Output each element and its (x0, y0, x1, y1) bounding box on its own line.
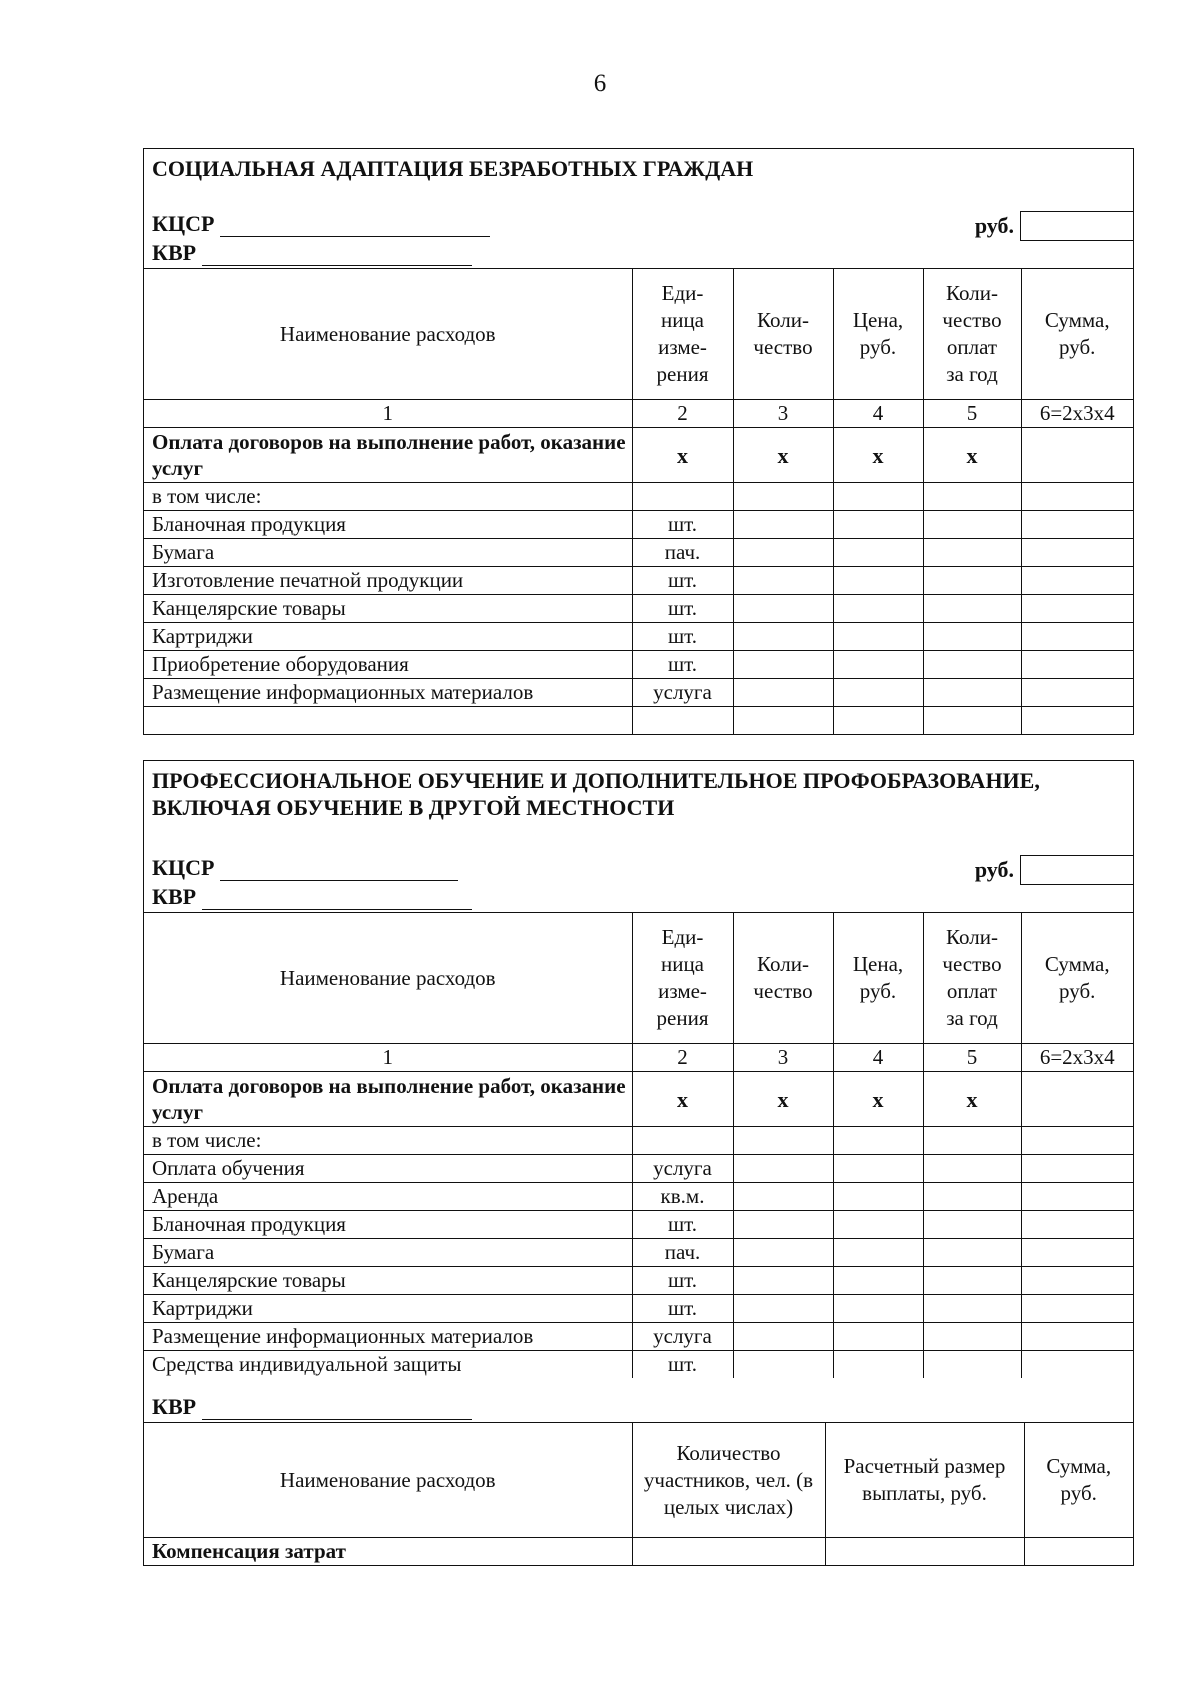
value-cell[interactable] (833, 1295, 923, 1323)
expense-row (144, 1211, 1133, 1239)
expense-unit: пач. (632, 1239, 733, 1267)
expense-unit: пач. (632, 539, 733, 567)
value-cell[interactable] (923, 1183, 1021, 1211)
value-cell[interactable] (733, 595, 833, 623)
expense-row (144, 567, 1133, 595)
value-cell[interactable] (1021, 1183, 1133, 1211)
not-applicable-mark: х (733, 428, 833, 483)
expense-row (144, 1351, 1133, 1379)
value-cell[interactable] (833, 679, 923, 707)
value-cell[interactable] (923, 511, 1021, 539)
expense-unit: шт. (632, 595, 733, 623)
kcsr-label: КЦСР (152, 855, 215, 880)
value-cell[interactable] (833, 1351, 923, 1379)
value-cell[interactable] (923, 595, 1021, 623)
expense-unit: услуга (632, 1323, 733, 1351)
rub-total (975, 211, 1133, 240)
column-header: Расчетный размер выплаты, руб. (825, 1423, 1024, 1538)
value-cell[interactable] (923, 567, 1021, 595)
kvr-label: КВР (152, 240, 197, 265)
value-cell[interactable] (833, 539, 923, 567)
value-cell[interactable] (1021, 595, 1133, 623)
subheader-row (144, 1127, 1133, 1155)
value-cell[interactable] (833, 1239, 923, 1267)
expense-name: Изготовление печатной продукции (144, 567, 632, 595)
rub-label: руб. (974, 212, 1014, 238)
expense-unit: услуга (632, 679, 733, 707)
subheader-row (144, 483, 1133, 511)
kvr-row (144, 884, 1133, 912)
value-cell[interactable] (733, 1239, 833, 1267)
kvr-label: КВР (152, 1394, 197, 1419)
value-cell[interactable] (733, 567, 833, 595)
column-number-row (144, 1044, 1133, 1072)
value-cell[interactable] (833, 1183, 923, 1211)
expense-row (144, 1183, 1133, 1211)
value-cell[interactable] (923, 679, 1021, 707)
sum-cell[interactable] (1021, 428, 1133, 483)
column-number: 4 (833, 400, 923, 428)
rub-total-field[interactable] (1020, 211, 1133, 241)
value-cell[interactable] (1021, 567, 1133, 595)
value-cell[interactable] (833, 1323, 923, 1351)
column-header: Коли- чество (733, 913, 833, 1044)
expense-row (144, 623, 1133, 651)
value-cell[interactable] (833, 623, 923, 651)
value-cell[interactable] (923, 1155, 1021, 1183)
compensation-name: Компенсация затрат (144, 1538, 632, 1566)
expense-name: Бумага (144, 1239, 632, 1267)
expense-unit: шт. (632, 1211, 733, 1239)
empty-cell[interactable] (833, 707, 923, 735)
empty-cell[interactable] (632, 707, 733, 735)
expense-unit: шт. (632, 651, 733, 679)
column-header: Сумма, руб. (1021, 269, 1133, 400)
expense-name: Средства индивидуальной защиты (144, 1351, 632, 1379)
value-cell[interactable] (733, 679, 833, 707)
expense-row (144, 1323, 1133, 1351)
value-cell[interactable] (733, 539, 833, 567)
kcsr-label: КЦСР (152, 211, 215, 236)
kvr-row (144, 240, 1133, 268)
header-row (144, 269, 1133, 400)
kcsr-row (144, 211, 1133, 240)
empty-cell[interactable] (1021, 483, 1133, 511)
column-header: Коли- чество оплат за год (923, 913, 1021, 1044)
header-row (144, 1423, 1133, 1538)
value-cell[interactable] (1021, 1267, 1133, 1295)
main-expense-name: Оплата договоров на выполнение работ, оказание услуг (144, 428, 632, 483)
value-cell[interactable] (833, 1211, 923, 1239)
kvr-row-2 (144, 1394, 1133, 1422)
expense-name: Бланочная продукция (144, 511, 632, 539)
value-cell[interactable] (833, 595, 923, 623)
section-title: СОЦИАЛЬНАЯ АДАПТАЦИЯ БЕЗРАБОТНЫХ ГРАЖДАН (152, 156, 754, 181)
column-header: Сумма, руб. (1024, 1423, 1133, 1538)
value-cell[interactable] (632, 1538, 825, 1566)
expense-name: Канцелярские товары (144, 595, 632, 623)
value-cell[interactable] (733, 1267, 833, 1295)
column-number: 1 (144, 1044, 632, 1072)
value-cell[interactable] (923, 1323, 1021, 1351)
column-header: Коли- чество (733, 269, 833, 400)
value-cell[interactable] (833, 1267, 923, 1295)
not-applicable-mark: х (833, 428, 923, 483)
not-applicable-mark: х (733, 1072, 833, 1127)
value-cell[interactable] (733, 1351, 833, 1379)
sum-cell[interactable] (1021, 1072, 1133, 1127)
column-number: 3 (733, 1044, 833, 1072)
kvr-label: КВР (152, 884, 197, 909)
column-number: 4 (833, 1044, 923, 1072)
empty-cell[interactable] (1021, 1127, 1133, 1155)
value-cell[interactable] (1021, 1239, 1133, 1267)
expense-row (144, 1239, 1133, 1267)
value-cell[interactable] (1021, 1351, 1133, 1379)
expense-unit: шт. (632, 1267, 733, 1295)
compensation-row (144, 1538, 1133, 1566)
value-cell[interactable] (923, 1351, 1021, 1379)
expense-unit: шт. (632, 1295, 733, 1323)
value-cell[interactable] (1024, 1538, 1133, 1566)
column-number: 6=2х3х4 (1021, 1044, 1133, 1072)
kvr-field[interactable] (202, 1397, 472, 1420)
empty-cell[interactable] (632, 483, 733, 511)
kvr-field[interactable] (202, 887, 472, 910)
expense-unit: шт. (632, 567, 733, 595)
expense-name: Аренда (144, 1183, 632, 1211)
value-cell[interactable] (833, 567, 923, 595)
main-expense-name: Оплата договоров на выполнение работ, оказание услуг (144, 1072, 632, 1127)
value-cell[interactable] (1021, 511, 1133, 539)
column-number: 3 (733, 400, 833, 428)
value-cell[interactable] (1021, 651, 1133, 679)
expense-row (144, 1295, 1133, 1323)
empty-cell[interactable] (733, 483, 833, 511)
expense-name: Картриджи (144, 1295, 632, 1323)
kcsr-field[interactable] (220, 858, 458, 881)
column-number: 2 (632, 400, 733, 428)
main-expense-row (144, 428, 1133, 483)
value-cell[interactable] (733, 1323, 833, 1351)
value-cell[interactable] (733, 651, 833, 679)
column-number: 6=2х3х4 (1021, 400, 1133, 428)
column-header: Сумма, руб. (1021, 913, 1133, 1044)
value-cell[interactable] (923, 651, 1021, 679)
value-cell[interactable] (1021, 679, 1133, 707)
column-number: 2 (632, 1044, 733, 1072)
expense-name: Канцелярские товары (144, 1267, 632, 1295)
empty-cell[interactable] (1021, 707, 1133, 735)
main-expense-row (144, 1072, 1133, 1127)
column-header: Наименование расходов (144, 269, 632, 400)
column-header: Еди- ница изме- рения (632, 269, 733, 400)
expense-name: Оплата обучения (144, 1155, 632, 1183)
empty-cell[interactable] (733, 1127, 833, 1155)
value-cell[interactable] (923, 1239, 1021, 1267)
value-cell[interactable] (833, 1155, 923, 1183)
expense-row (144, 539, 1133, 567)
empty-cell[interactable] (833, 1127, 923, 1155)
expense-row (144, 1267, 1133, 1295)
section-professional-training (143, 760, 1134, 1566)
empty-cell[interactable] (923, 707, 1021, 735)
column-number: 5 (923, 400, 1021, 428)
empty-cell[interactable] (923, 1127, 1021, 1155)
expense-name: Приобретение оборудования (144, 651, 632, 679)
value-cell[interactable] (923, 1267, 1021, 1295)
column-number-row (144, 400, 1133, 428)
value-cell[interactable] (923, 623, 1021, 651)
empty-cell[interactable] (733, 707, 833, 735)
compensation-table (144, 1422, 1133, 1565)
expense-row (144, 651, 1133, 679)
value-cell[interactable] (833, 511, 923, 539)
value-cell[interactable] (923, 539, 1021, 567)
expense-row (144, 679, 1133, 707)
not-applicable-mark: х (833, 1072, 923, 1127)
kcsr-row (144, 855, 1133, 884)
header-row (144, 913, 1133, 1044)
expense-unit: шт. (632, 623, 733, 651)
not-applicable-mark: х (632, 428, 733, 483)
value-cell[interactable] (733, 623, 833, 651)
empty-cell[interactable] (632, 1127, 733, 1155)
value-cell[interactable] (733, 1183, 833, 1211)
value-cell[interactable] (733, 1155, 833, 1183)
value-cell[interactable] (1021, 539, 1133, 567)
subheader-label: в том числе: (144, 483, 632, 511)
column-header: Еди- ница изме- рения (632, 913, 733, 1044)
rub-total (975, 855, 1133, 884)
not-applicable-mark: х (632, 1072, 733, 1127)
value-cell[interactable] (1021, 1323, 1133, 1351)
column-header: Цена, руб. (833, 269, 923, 400)
expense-unit: шт. (632, 511, 733, 539)
column-header: Коли- чество оплат за год (923, 269, 1021, 400)
value-cell[interactable] (825, 1538, 1024, 1566)
value-cell[interactable] (733, 511, 833, 539)
value-cell[interactable] (1021, 1211, 1133, 1239)
value-cell[interactable] (1021, 1155, 1133, 1183)
section-social-adaptation (143, 148, 1134, 735)
expense-unit: услуга (632, 1155, 733, 1183)
value-cell[interactable] (833, 651, 923, 679)
empty-cell[interactable] (144, 707, 632, 735)
expenses-table (144, 912, 1133, 1378)
value-cell[interactable] (733, 1295, 833, 1323)
value-cell[interactable] (1021, 1295, 1133, 1323)
column-number: 5 (923, 1044, 1021, 1072)
kvr-field[interactable] (202, 243, 472, 266)
value-cell[interactable] (923, 1211, 1021, 1239)
not-applicable-mark: х (923, 1072, 1021, 1127)
column-header: Наименование расходов (144, 913, 632, 1044)
expense-name: Размещение информационных материалов (144, 1323, 632, 1351)
expenses-table (144, 268, 1133, 734)
expense-name: Бланочная продукция (144, 1211, 632, 1239)
expense-unit: кв.м. (632, 1183, 733, 1211)
section-title: ПРОФЕССИОНАЛЬНОЕ ОБУЧЕНИЕ И ДОПОЛНИТЕЛЬНОЕ ПРОФОБРАЗОВАНИЕ, ВКЛЮЧАЯ ОБУЧЕНИЕ В ДРУГОЙ МЕСТНОСТИ (152, 768, 1040, 820)
expense-row (144, 595, 1133, 623)
expense-name: Размещение информационных материалов (144, 679, 632, 707)
expense-name: Картриджи (144, 623, 632, 651)
value-cell[interactable] (923, 1295, 1021, 1323)
page-number: 6 (593, 70, 607, 97)
not-applicable-mark: х (923, 428, 1021, 483)
rub-total-field[interactable] (1020, 855, 1133, 885)
column-header: Цена, руб. (833, 913, 923, 1044)
value-cell[interactable] (733, 1211, 833, 1239)
column-header: Наименование расходов (144, 1423, 632, 1538)
value-cell[interactable] (1021, 623, 1133, 651)
expense-unit: шт. (632, 1351, 733, 1379)
subheader-label: в том числе: (144, 1127, 632, 1155)
column-number: 1 (144, 400, 632, 428)
expense-row (144, 511, 1133, 539)
empty-row (144, 707, 1133, 735)
empty-cell[interactable] (833, 483, 923, 511)
expense-row (144, 1155, 1133, 1183)
empty-cell[interactable] (923, 483, 1021, 511)
kcsr-field[interactable] (220, 214, 490, 237)
expense-name: Бумага (144, 539, 632, 567)
rub-label: руб. (974, 856, 1014, 882)
column-header: Количество участников, чел. (в целых числах) (632, 1423, 825, 1538)
